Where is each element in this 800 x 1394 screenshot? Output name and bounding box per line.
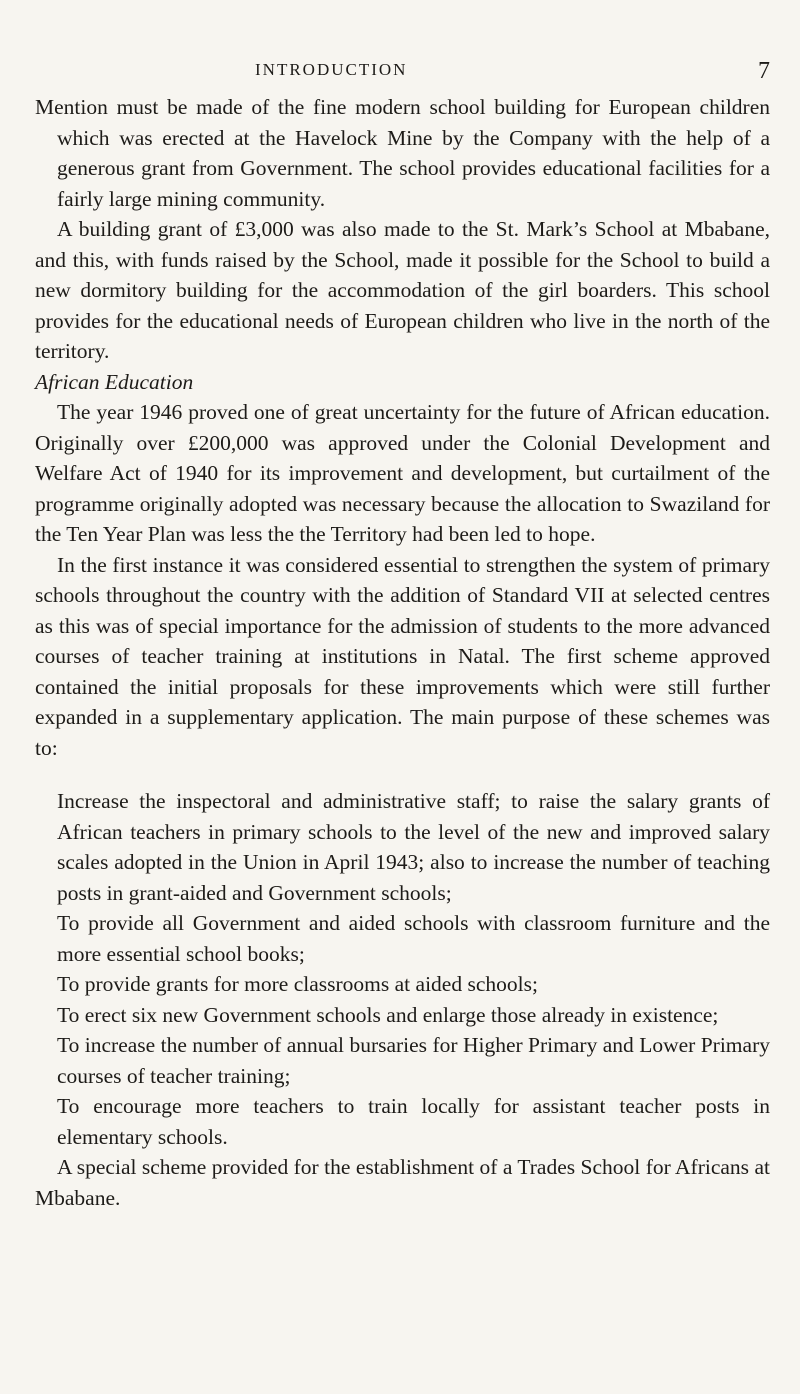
body-text bbox=[35, 92, 770, 1213]
list-item: To increase the number of annual bursaries for Higher Primary and Lower Primary courses of teacher training; bbox=[57, 1033, 770, 1088]
section-heading-african-education: African Education bbox=[35, 369, 194, 394]
paragraph-havelock-school: Mention must be made of the fine modern school building for European children which was erected at the Havelock Mine by the Company with the help of a generous grant from Government. The school provides educational facilities for a fairly large mining community. bbox=[35, 95, 770, 211]
paragraph-year-1946: The year 1946 proved one of great uncertainty for the future of African education. Originally over £200,000 was approved under the Colonial Development and Welfare Act of 1940 for its improvement and development, but curtailment of the programme originally adopted was necessary because the allocation to Swaziland for the Ten Year Plan was less the the Territory had been led to hope. bbox=[35, 400, 770, 546]
list-item: To provide all Government and aided schools with classroom furniture and the more essential school books; bbox=[57, 911, 770, 966]
paragraph-first-instance: In the first instance it was considered essential to strengthen the system of primary schools throughout the country with the addition of Standard VII at selected centres as this was of special importance for the admission of students to the more advanced courses of teacher training at institutions in Natal. The first scheme approved contained the initial proposals for these improvements which were still further expanded in a supplementary application. The main purpose of these schemes was to: bbox=[35, 552, 770, 760]
purpose-list bbox=[35, 786, 770, 1152]
page-header bbox=[35, 60, 770, 92]
running-head: INTRODUCTION bbox=[255, 60, 408, 79]
list-item: To encourage more teachers to train locally for assistant teacher posts in elementary schools. bbox=[57, 1094, 770, 1149]
list-item: To erect six new Government schools and enlarge those already in existence; bbox=[57, 1002, 719, 1027]
document-page bbox=[35, 0, 770, 1394]
paragraph-st-marks-school: A building grant of £3,000 was also made to the St. Mark’s School at Mbabane, and this, with funds raised by the School, made it possible for the School to build a new dormitory building for the accommodation of the girl boarders. This school provides for the educational needs of European children who live in the north of the territory. bbox=[35, 217, 770, 363]
list-item: To provide grants for more classrooms at aided schools; bbox=[57, 972, 538, 996]
list-item: Increase the inspectoral and administrative staff; to raise the salary grants of African teachers in primary schools to the level of the new and improved salary scales adopted in the Union in April 1943; also to increase the number of teaching posts in grant-aided and Government schools; bbox=[57, 789, 770, 905]
paragraph-trades-school: A special scheme provided for the establishment of a Trades School for Africans at Mbabane. bbox=[35, 1155, 770, 1210]
page-number: 7 bbox=[758, 58, 770, 84]
